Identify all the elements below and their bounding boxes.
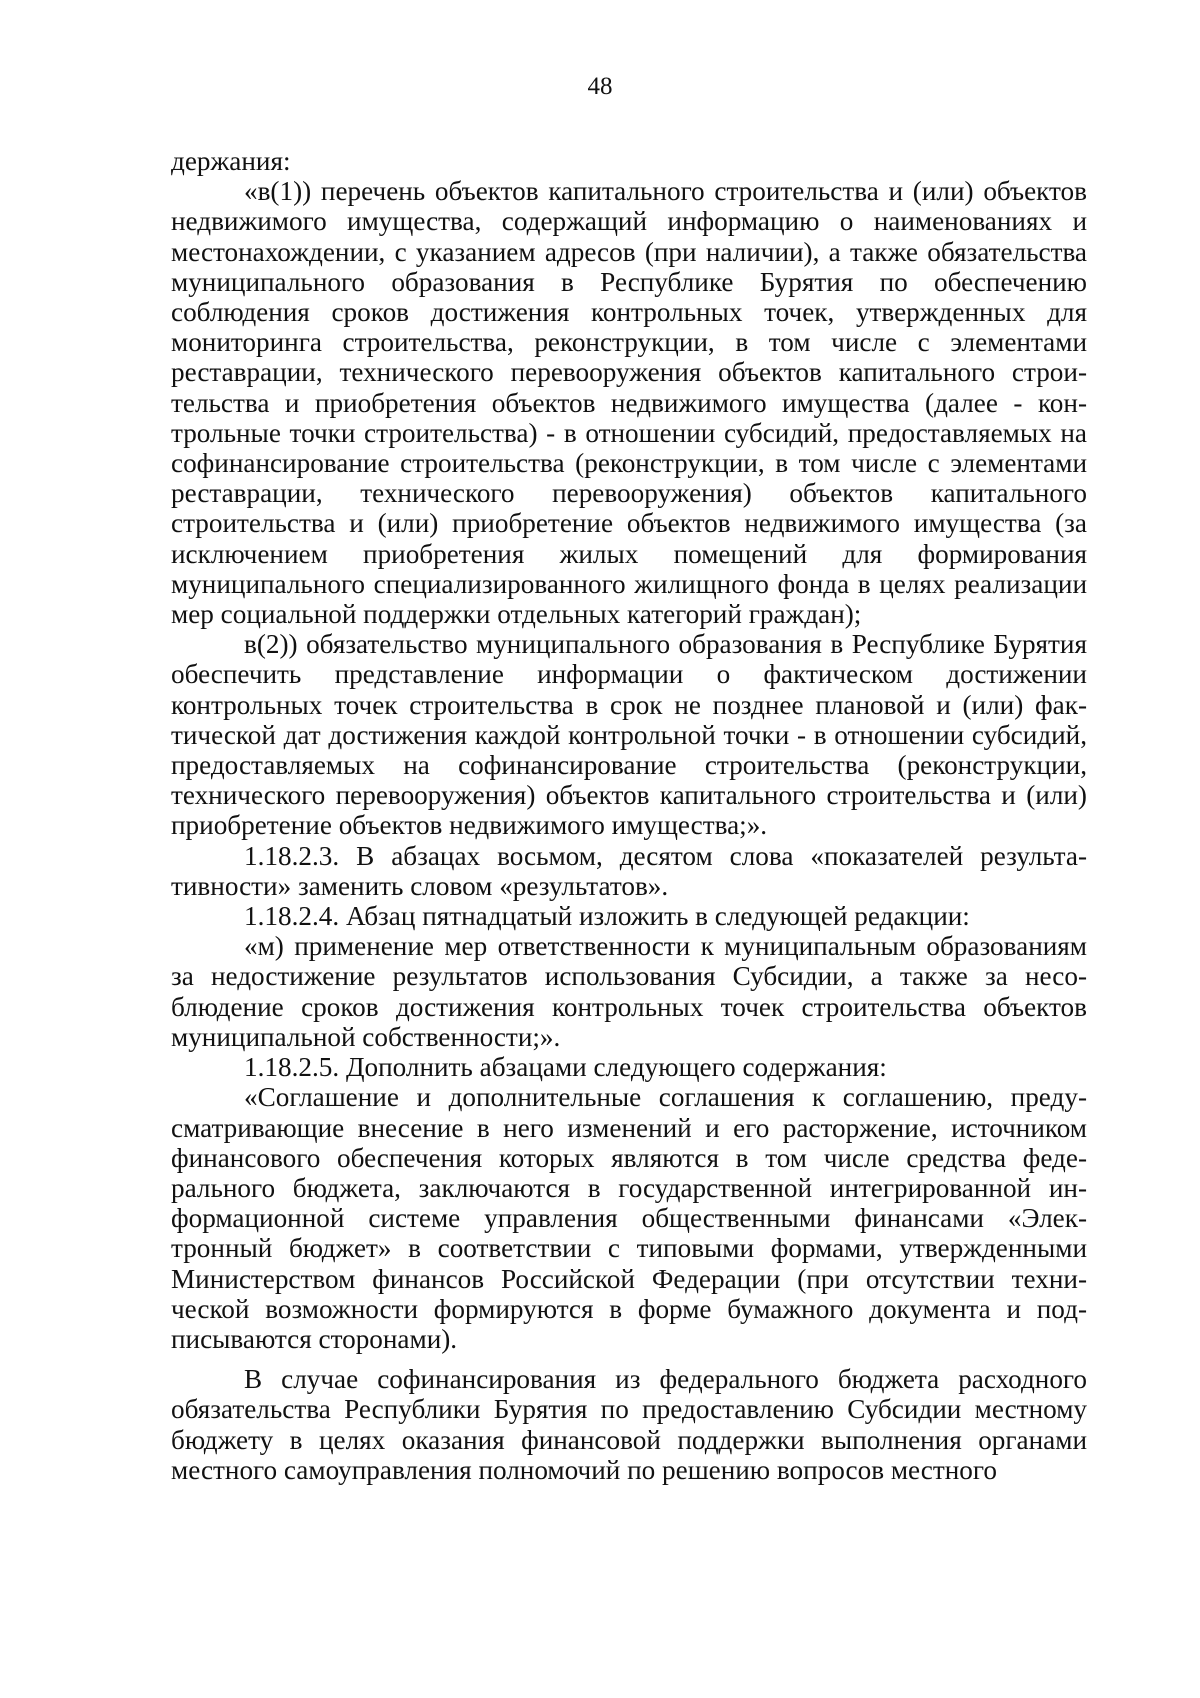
paragraph-cofinancing: В случае софинансирования из федерального бюджета расходного обязательства Республики Бурятия по предоставлению Субсидии местному бюджету в целях оказания финансовой поддержки выполнения органами местного самоуправления полномочий по решению вопросов местного xyxy=(171,1364,1087,1485)
paragraph-1-18-2-3: 1.18.2.3. В абзацах восьмом, десятом слова «показателей результативности» заменить словом «результатов». xyxy=(171,840,1087,901)
paragraph-v1: «в(1)) перечень объектов капитального строительства и (или) объектов недвижимого имущества, содержащий информацию о наименованиях и местонахождении, с указанием адресов (при наличии), а также обязательства муниципального образования в Республике Бурятия по обеспечению соблюдения сроков достижения контрольных точек, утвержденных для мониторинга строительства, реконструкции, в том числе с элементами реставрации, технического перевооружения объектов капитального строительства и приобретения объектов недвижимого имущества (далее - контрольные точки строительства) - в отношении субсидий, предоставляемых на софинансирование строительства (реконструкции, в том числе с элементами реставрации, технического перевооружения) объектов капитального строительства и (или) приобретение объектов недвижимого имущества (за исключением приобретения жилых помещений для формирования муниципального специализированного жилищного фонда в целях реализации мер социальной поддержки отдельных категорий граждан); xyxy=(171,176,1087,630)
paragraph-agreement: «Соглашение и дополнительные соглашения к соглашению, предусматривающие внесение в него изменений и его расторжение, источником финансового обеспечения которых являются в том числе средства федерального бюджета, заключаются в государственной интегрированной информационной системе управления общественными финансами «Электронный бюджет» в соответствии с типовыми формами, утвержденными Министерством финансов Российской Федерации (при отсутствии технической возможности формируются в форме бумажного документа и подписываются сторонами). xyxy=(171,1082,1087,1354)
page-number: 48 xyxy=(587,73,613,100)
document-body xyxy=(171,146,1087,1485)
paragraph-1-18-2-5: 1.18.2.5. Дополнить абзацами следующего содержания: xyxy=(244,1052,887,1083)
paragraph-continuation: держания: xyxy=(171,146,291,176)
paragraph-1-18-2-4: 1.18.2.4. Абзац пятнадцатый изложить в следующей редакции: xyxy=(244,901,970,932)
paragraph-v2: в(2)) обязательство муниципального образования в Республике Бурятия обеспечить представление информации о фактическом достижении контрольных точек строительства в срок не позднее плановой и (или) фактической дат достижения каждой контрольной точки - в отношении субсидий, предоставляемых на софинансирование строительства (реконструкции, технического перевооружения) объектов капитального строительства и (или) приобретение объектов недвижимого имущества;». xyxy=(171,629,1087,841)
paragraph-m: «м) применение мер ответственности к муниципальным образованиям за недостижение результатов использования Субсидии, а также за несоблюдение сроков достижения контрольных точек строительства объектов муниципальной собственности;». xyxy=(171,931,1087,1052)
